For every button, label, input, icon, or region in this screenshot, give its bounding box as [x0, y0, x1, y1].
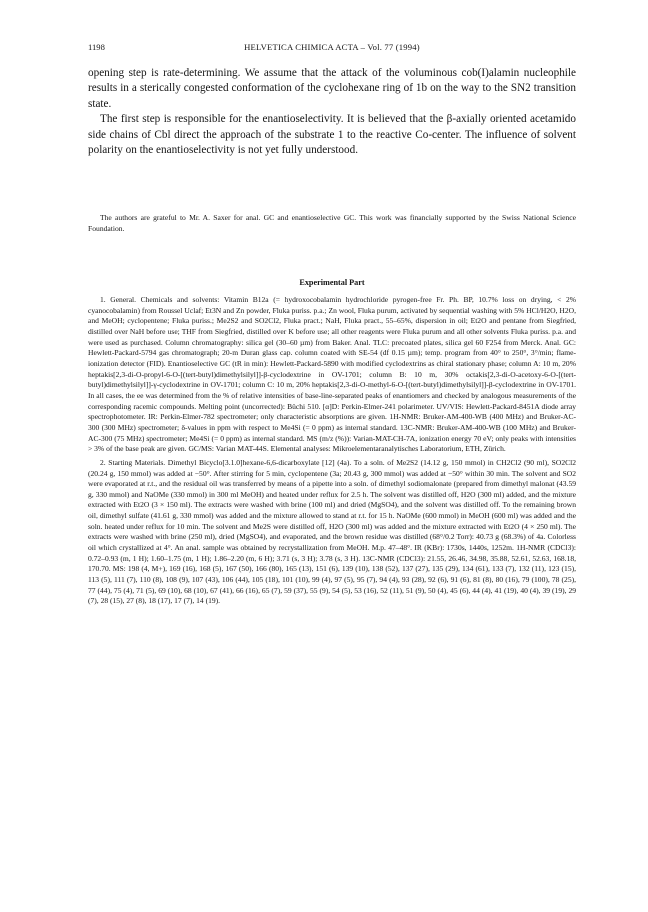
- acknowledgement: The authors are grateful to Mr. A. Saxer for anal. GC and enantioselective GC. This work was financially supported by the Swiss National Science Foundation.: [88, 213, 576, 233]
- experimental-text: [88, 295, 576, 607]
- experimental-general: 1. General. Chemicals and solvents: Vitamin B12a (= hydroxocobalamin hydrochloride pyrogen-free Fr. Ph. BP, 10.7% loss on drying, < 2% cyanocobalamin) from Roussel Uclaf; Et3N and Zn powder, Fluka puriss. p.a.; Zn wool, Fluka purum, activated by sequential washing with 5% HCl/H2O, H2O, and MeOH; cyclopentene; Fluka puriss.; Me2S2 and SO2Cl2, Fluka pract.; NaH, Fluka pract., 55–65%, dispersion in oil; Et2O and pentane from Siegfried, distilled over NaH before use; THF from Siegfried, distilled over K before use; all other reagents were Fluka purum and all other solvents Fluka puriss. p.a. and were used as purchased. Column chromatography: silica gel (30–60 µm) from Baker. Anal. TLC: precoated plates, silica gel 60 F254 from Merck. Anal. GC: Hewlett-Packard-5794 gas chromatograph; 20-m Duran glass cap. column coated with SE-54 (df 0.15 µm); temp. program from 40° to 250°, 3°/min; flame-ionization detector (FID). Enantioselective GC (tR in min): Hewlett-Packard-5890 with modified cyclodextrins as chiral stationary phase; column A: 10 m, 20% heptakis[2,3-di-O-propyl-6-O-[(tert-butyl)dimethylsilyl]]-β-cyclodextrine in OV-1701; column B: 10 m, 30% octakis[2,3-di-O-acetoxy-6-O-[(tert-butyl)dimethylsilyl]]-γ-cyclodextrine in OV-1701; column C: 10 m, 20% heptakis[2,3-di-O-methyl-6-O-[(tert-butyl)dimethylsilyl]]-β-cyclodextrine in OV-1701. In all cases, the ee was determined from the % of relative intensities of base-line-separated peaks of enantiomers and checked by analogous measurements of the corresponding racemic compounds. Melting point (uncorrected): Büchi 510. [α]D: Perkin-Elmer-241 polarimeter. UV/VIS: Hewlett-Packard-8451A diode array spectrophotometer. IR: Perkin-Elmer-782 spectrometer; only characteristic absorptions are given. 1H-NMR: Bruker-AM-400-WB (400 MHz) and Bruker-AC-300 (300 MHz) spectrometer; δ-values in ppm with respect to Me4Si (= 0 ppm) as internal standard. 13C-NMR: Bruker-AM-400-WB (100 MHz) and Bruker-AC-300 (75 MHz) spectrometer; Me4Si (= 0 ppm) as internal standard. MS (m/z (%)): Varian-MAT-CH-7A, ionization energy 70 eV; only peaks with intensities > 3% of the base peak are given. GC/MS: Varian MAT-44S. Elemental analyses: Mikroelementaranalytisches Laboratorium, ETH, Zürich.: [88, 295, 576, 454]
- discussion-text: [88, 66, 576, 158]
- discussion-paragraph-2: The first step is responsible for the enantioselectivity. It is believed that the β-axially oriented acetamido side chains of Cbl direct the approach of the substrate 1 to the reactive Co-center. The influence of solvent polarity on the enantioselectivity is not yet fully understood.: [88, 113, 576, 157]
- page-number: 1198: [88, 42, 105, 52]
- journal-title: HELVETICA CHIMICA ACTA – Vol. 77 (1994): [244, 42, 420, 52]
- discussion-paragraph-1: opening step is rate-determining. We assume that the attack of the voluminous cob(I)alamin nucleophile results in a sterically congested conformation of the cyclohexane ring of 1b on the way to the SN2 transition state.: [88, 67, 576, 110]
- section-title: Experimental Part: [299, 278, 365, 287]
- experimental-starting-materials: 2. Starting Materials. Dimethyl Bicyclo[3.1.0]hexane-6,6-dicarboxylate [12] (4a). To a soln. of Me2S2 (14.12 g, 150 mmol) in CH2Cl2 (90 ml), SO2Cl2 (20.24 g, 150 mmol) was added at −50°. After stirring for 5 min, cyclopentene (3a; 20.43 g, 300 mmol) was added at −50° within 30 min. The solvent and SO2 were evaporated at r.t., and the residual oil was transferred by means of a pipette into a soln. of dimethyl sodiomalonate (prepared from dimethyl malonat (43.59 g, 330 mmol) and NaOMe (330 mmol) in 300 ml MeOH) and heated under reflux for 2.5 h. The solvent was distilled off, H2O (300 ml) added, and the mixture extracted with Et2O (3 × 150 ml). The extracts were washed with brine (100 ml) and dried (MgSO4), and the solvent was distilled off. To the remaining brown oil, dimethyl sulfate (41.61 g, 330 mmol) was added and the mixture allowed to stand at r.t. for 15 h. NaOMe (600 mmol) in MeOH (600 ml) was added and the soln. heated under reflux for 10 min. The solvent and Me2S were distilled off, H2O (300 ml) was added and the mixture extracted with Et2O (4 × 250 ml). The extracts were washed with brine (250 ml), dried (MgSO4), and evaporated, and the brown residue was distilled (68°/0.2 Torr): 40.73 g (68.3%) of 4a. Colorless oil which crystallized at 4°. An anal. sample was obtained by recrystallization from MeOH. M.p. 47–48°. IR (KBr): 1730s, 1440s, 1252m. 1H-NMR (CDCl3): 0.72–0.93 (m, 1 H); 1.60–1.75 (m, 1 H); 1.86–2.20 (m, 6 H); 3.71 (s, 3 H); 3.78 (s, 3 H). 13C-NMR (CDCl3): 21.55, 26.46, 34.98, 35.88, 52.61, 52.63, 168.18, 170.70. MS: 198 (4, M+), 169 (16), 168 (5), 167 (50), 166 (80), 165 (13), 151 (6), 139 (10), 138 (52), 137 (27), 135 (29), 134 (61), 133 (7), 132 (11), 123 (15), 113 (5), 111 (7), 110 (8), 108 (9), 107 (43), 106 (44), 105 (18), 101 (10), 99 (4), 97 (5), 95 (7), 94 (4), 93 (28), 92 (6), 91 (6), 81 (8), 80 (16), 79 (100), 78 (25), 77 (44), 75 (4), 71 (5), 69 (10), 68 (10), 67 (41), 66 (16), 65 (7), 59 (37), 55 (9), 54 (5), 53 (16), 52 (11), 51 (9), 50 (4), 45 (6), 44 (4), 41 (19), 40 (4), 39 (19), 29 (7), 28 (15), 27 (8), 18 (17), 17 (7), 14 (19).: [88, 457, 576, 606]
